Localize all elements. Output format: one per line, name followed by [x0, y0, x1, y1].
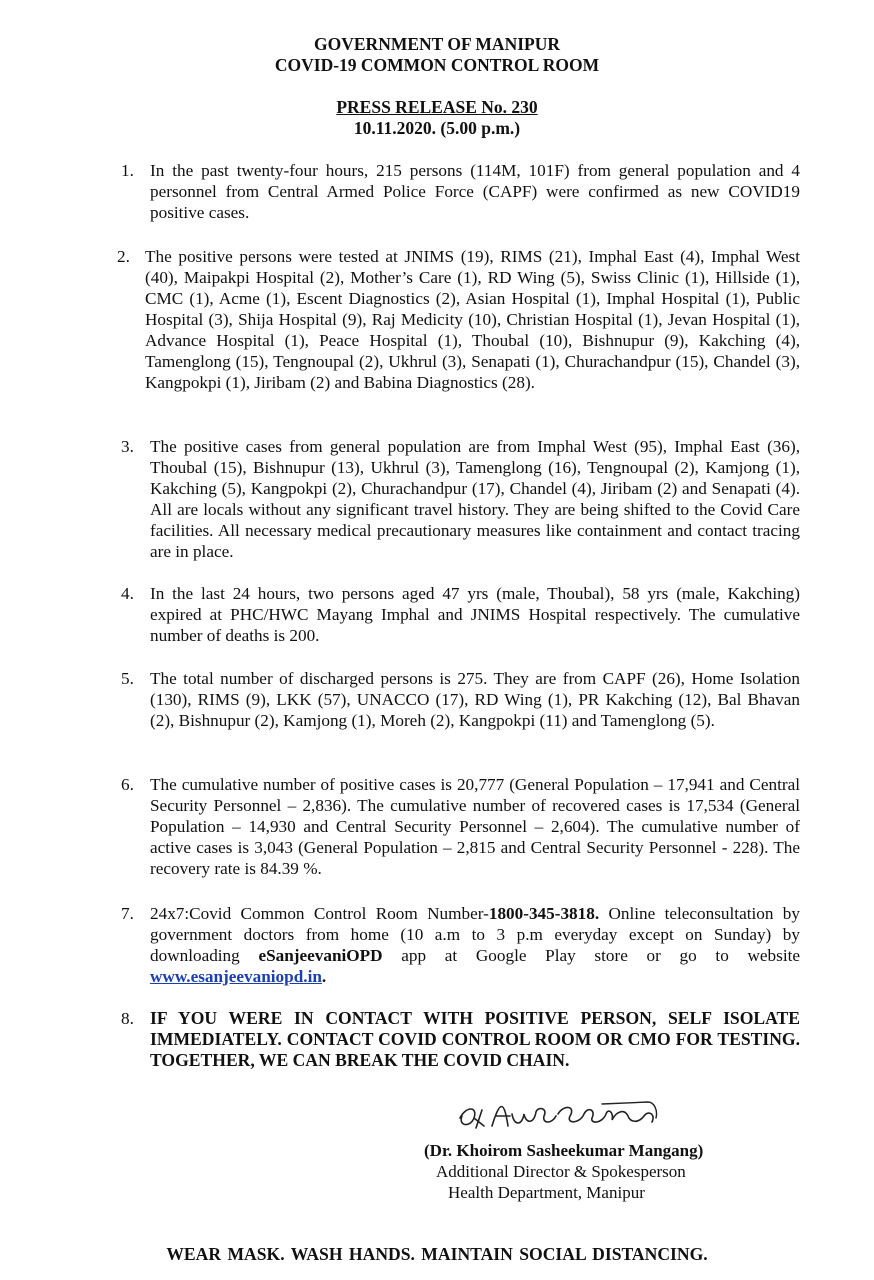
- item-text: [150, 903, 800, 987]
- item-text-part: Online teleconsultation by government doctors from home (10 a.m to 3 p.m everyday except on Sunday) by downloading: [150, 904, 800, 965]
- helpline-number: 1800-345-3818.: [488, 904, 600, 923]
- item-text: The total number of discharged persons is 275. They are from CAPF (26), Home Isolation (130), RIMS (9), LKK (57), UNACCO (17), RD Wing (1), PR Kakching (12), Bal Bhavan (2), Bishnupur (2), Kamjong (1), Moreh (2), Kangpokpi (11) and Tamenglong (5).: [150, 669, 800, 730]
- item-text-part: app at Google Play store or go to website: [382, 946, 800, 965]
- signatory-title: Additional Director & Spokesperson: [436, 1162, 686, 1181]
- item-text-part: .: [321, 967, 327, 986]
- item-number: 4.: [121, 584, 134, 603]
- item-number: 3.: [121, 437, 134, 456]
- item-text: In the last 24 hours, two persons aged 47 yrs (male, Thoubal), 58 yrs (male, Kakching) expired at PHC/HWC Mayang Imphal and JNIMS Hospital respectively. The cumulative number of deaths is 200.: [150, 584, 800, 645]
- item-number: 5.: [121, 669, 134, 688]
- item-text: The cumulative number of positive cases is 20,777 (General Population – 17,941 and Central Security Personnel – 2,836). The cumulative number of recovered cases is 17,534 (General Population – 14,930 and Central Security Personnel – 2,604). The cumulative number of active cases is 3,043 (General Population – 2,815 and Central Security Personnel - 228). The recovery rate is 84.39 %.: [150, 775, 800, 878]
- signatory-department: Health Department, Manipur: [448, 1183, 645, 1202]
- government-title: GOVERNMENT OF MANIPUR: [314, 34, 560, 54]
- website-link[interactable]: www.esanjeevaniopd.in: [150, 967, 322, 986]
- control-room-title: COVID-19 COMMON CONTROL ROOM: [274, 55, 600, 75]
- item-number: 2.: [117, 247, 130, 266]
- item-text: The positive cases from general population are from Imphal West (95), Imphal East (36), Thoubal (15), Bishnupur (13), Ukhrul (3), Tamenglong (16), Tengnoupal (2), Kamjong (1), Kakching (5), Kangpokpi (2), Churachandpur (17), Chandel (4), Jiribam (2) and Senapati (4). All are locals without any significant travel history. They are being shifted to the Covid Care facilities. All necessary medical precautionary measures like containment and contact tracing are in place.: [150, 437, 800, 561]
- release-date: 10.11.2020. (5.00 p.m.): [353, 118, 521, 138]
- release-heading: [0, 97, 874, 139]
- item-number: 6.: [121, 775, 134, 794]
- item-number: 1.: [121, 161, 134, 180]
- item-text: In the past twenty-four hours, 215 persons (114M, 101F) from general population and 4 personnel from Central Armed Police Force (CAPF) were confirmed as new COVID19 positive cases.: [150, 161, 800, 222]
- item-number: 8.: [121, 1009, 134, 1028]
- footer-slogan: WEAR MASK. WASH HANDS. MAINTAIN SOCIAL DISTANCING.: [166, 1244, 708, 1264]
- item-number: 7.: [121, 904, 134, 923]
- document-header: [0, 34, 874, 76]
- signatory-name: (Dr. Khoirom Sasheekumar Mangang): [424, 1141, 704, 1160]
- signature-image: [452, 1096, 682, 1136]
- item-text: The positive persons were tested at JNIMS (19), RIMS (21), Imphal East (4), Imphal West (40), Maipakpi Hospital (2), Mother’s Care (1), RD Wing (5), Swiss Clinic (1), Hillside (1), CMC (1), Acme (1), Escent Diagnostics (2), Asian Hospital (1), Imphal Hospital (1), Public Hospital (3), Shija Hospital (9), Raj Medicity (10), Christian Hospital (1), Jevan Hospital (1), Advance Hospital (1), Peace Hospital (1), Thoubal (10), Bishnupur (9), Kakching (4), Tamenglong (15), Tengnoupal (2), Ukhrul (3), Senapati (1), Churachandpur (15), Chandel (3), Kangpokpi (1), Jiribam (2) and Babina Diagnostics (28).: [145, 247, 800, 392]
- release-number: PRESS RELEASE No. 230: [336, 97, 538, 117]
- item-text: IF YOU WERE IN CONTACT WITH POSITIVE PERSON, SELF ISOLATE IMMEDIATELY. CONTACT COVID CONTROL ROOM OR CMO FOR TESTING. TOGETHER, WE CAN BREAK THE COVID CHAIN.: [150, 1008, 800, 1070]
- app-name: eSanjeevaniOPD: [258, 946, 383, 965]
- item-text-part: 24x7:Covid Common Control Room Number-: [150, 904, 489, 923]
